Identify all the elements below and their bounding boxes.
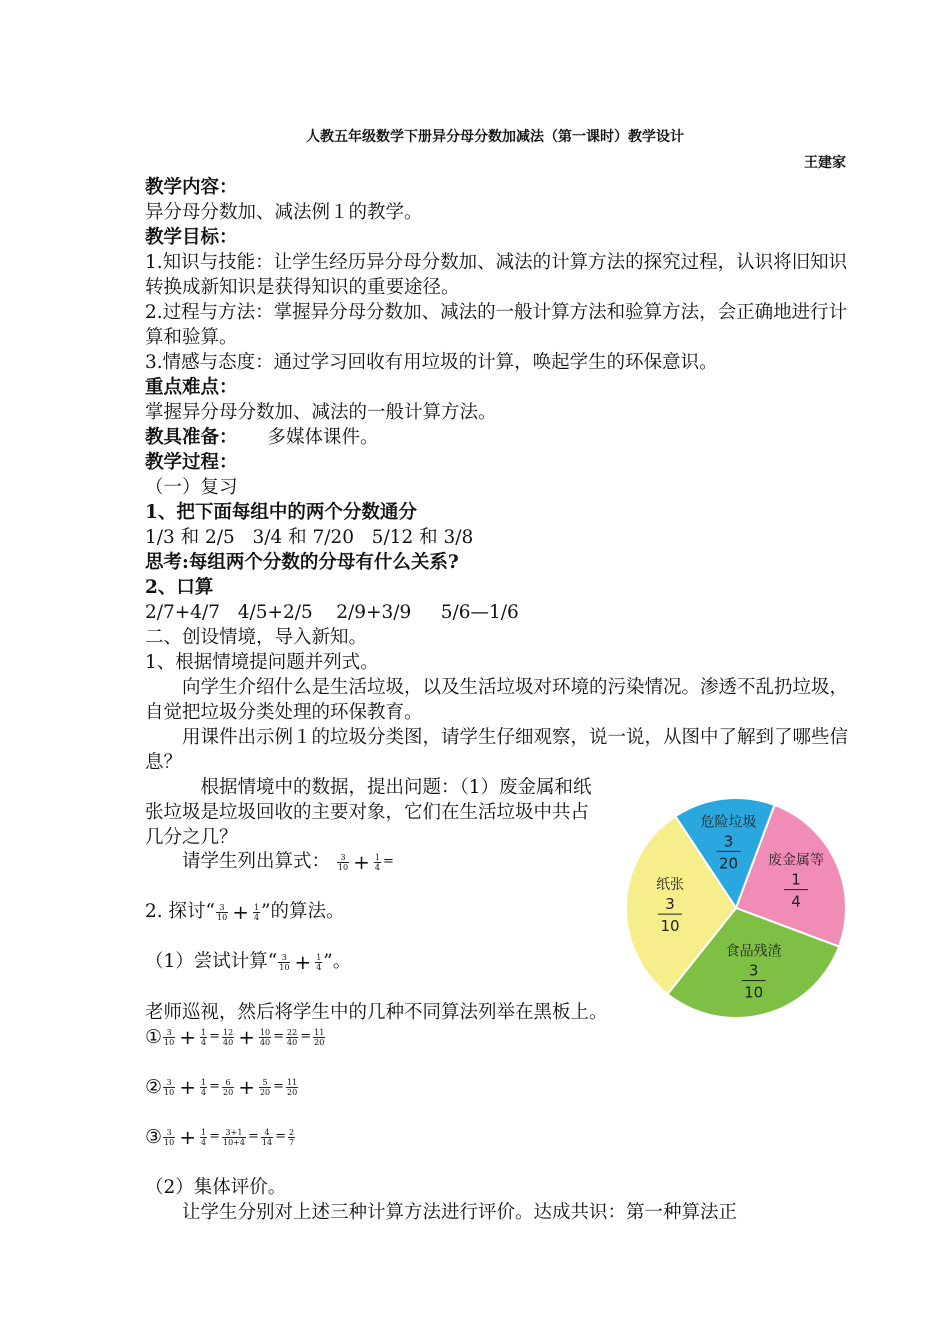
fraction-3-10: $\frac{3}{10}$ <box>337 852 349 872</box>
svg-text:废金属等: 废金属等 <box>768 852 825 869</box>
svg-text:食品残渣: 食品残渣 <box>725 943 782 960</box>
fraction-5-20: $\frac{5}{20}$ <box>259 1077 271 1097</box>
fraction-1-4: $\frac{1}{4}$ <box>374 852 380 872</box>
try-prefix: （1）尝试计算“ <box>145 951 278 972</box>
fraction-1-4: $\frac{1}{4}$ <box>201 1027 207 1047</box>
heading-tools: 教具准备： <box>145 427 238 448</box>
fraction-1-4: $\frac{1}{4}$ <box>253 902 260 922</box>
method-1 <box>145 1025 850 1075</box>
method-1-marker: ① <box>145 1026 163 1048</box>
tools-line <box>145 425 850 450</box>
question-2: 2、口算 <box>145 577 214 598</box>
plus-sign: + <box>353 850 370 874</box>
fraction-11-20: $\frac{11}{20}$ <box>287 1077 298 1097</box>
content-text: 异分母分数加、减法例１的教学。 <box>145 202 423 223</box>
fraction-12-40: $\frac{12}{40}$ <box>223 1027 234 1047</box>
svg-text:危险垃圾: 危险垃圾 <box>700 814 757 831</box>
heading-process: 教学过程： <box>145 452 238 473</box>
fraction-3-10: $\frac{3}{10}$ <box>279 952 290 972</box>
think-question: 思考:每组两个分数的分母有什么关系? <box>145 552 459 573</box>
equals-sign: = <box>275 1129 286 1144</box>
plus-sign: + <box>179 1025 196 1049</box>
step-2-suffix: ”的算法。 <box>261 901 345 922</box>
fraction-1-4: $\frac{1}{4}$ <box>316 952 322 972</box>
fraction-sum: $\frac{3+1}{10+4}$ <box>223 1127 245 1147</box>
fraction-1-4: $\frac{1}{4}$ <box>201 1127 207 1147</box>
plus-sign: + <box>179 1125 196 1149</box>
equals-sign: = <box>300 1029 312 1044</box>
formula-prompt: 请学生列出算式： <box>182 851 331 872</box>
paragraph-1: 向学生介绍什么是生活垃圾，以及生活垃圾对环境的污染情况。渗透不乱扔垃圾，自觉把垃圾分类处理的环保教育。 <box>145 677 849 723</box>
step-2-prefix: 2. 探讨“ <box>145 901 215 922</box>
paragraph-2: 用课件出示例１的垃圾分类图，请学生仔细观察，说一说，从图中了解到了哪些信息？ <box>145 727 849 773</box>
svg-text:纸张: 纸张 <box>656 877 685 894</box>
equals-sign: = <box>273 1079 285 1094</box>
svg-text:3: 3 <box>665 895 675 914</box>
equals-sign: = <box>209 1029 220 1044</box>
equals-sign: = <box>209 1129 220 1144</box>
fraction-1-4: $\frac{1}{4}$ <box>201 1077 207 1097</box>
plus-sign: + <box>179 1075 196 1099</box>
plus-sign: + <box>238 1075 255 1099</box>
goal-3: 3.情感与态度：通过学习回收有用垃圾的计算，唤起学生的环保意识。 <box>145 352 718 373</box>
method-3-marker: ③ <box>145 1126 163 1148</box>
svg-text:1: 1 <box>791 870 801 889</box>
method-3 <box>145 1125 850 1175</box>
svg-text:10: 10 <box>660 917 680 936</box>
svg-text:3: 3 <box>723 832 734 851</box>
goal-2: 2.过程与方法：掌握异分母分数加、减法的一般计算方法和验算方法，会正确地进行计算和验算。 <box>145 302 848 348</box>
evaluation-text: 让学生分别对上述三种计算方法进行评价。达成共识：第一种算法正 <box>182 1202 738 1223</box>
tools-text: 多媒体课件。 <box>267 427 379 448</box>
plus-sign: + <box>294 950 312 974</box>
try-suffix: ”。 <box>323 951 352 972</box>
plus-sign: + <box>238 1025 255 1049</box>
fraction-22-40: $\frac{22}{40}$ <box>287 1027 298 1047</box>
heading-key: 重点难点： <box>145 377 238 398</box>
svg-text:4: 4 <box>791 892 801 911</box>
review-heading: （一）复习 <box>145 477 238 498</box>
fraction-6-20: $\frac{6}{20}$ <box>223 1077 234 1097</box>
equals-sign: = <box>382 854 394 869</box>
author-name: 王建家 <box>804 155 846 171</box>
fraction-11-20: $\frac{11}{20}$ <box>314 1027 325 1047</box>
svg-text:20: 20 <box>719 854 739 873</box>
goal-1: 1.知识与技能：让学生经历异分母分数加、减法的计算方法的探究过程，认识将旧知识转换成新知识是获得知识的重要途径。 <box>145 252 848 298</box>
equals-sign: = <box>247 1129 259 1144</box>
heading-goals: 教学目标： <box>145 227 238 248</box>
evaluation-heading: （2）集体评价。 <box>145 1177 287 1198</box>
svg-text:10: 10 <box>744 983 764 1002</box>
fraction-4-14: $\frac{4}{14}$ <box>261 1127 273 1147</box>
fraction-3-10: $\frac{3}{10}$ <box>217 902 228 922</box>
method-2-marker: ② <box>145 1076 163 1098</box>
key-text: 掌握异分母分数加、减法的一般计算方法。 <box>145 402 497 423</box>
paragraph-3: 根据情境中的数据，提出问题：（1）废金属和纸张垃圾是垃圾回收的主要对象，它们在生活垃圾中共占几分之几？ <box>145 777 592 848</box>
question-1-items: 1/3 和 2/5 3/4 和 7/20 5/12 和 3/8 <box>145 527 474 548</box>
fraction-2-7: $\frac{2}{7}$ <box>288 1127 295 1147</box>
fraction-10-40: $\frac{10}{40}$ <box>259 1027 271 1047</box>
fraction-3-10: $\frac{3}{10}$ <box>164 1027 175 1047</box>
equals-sign: = <box>273 1029 285 1044</box>
method-2 <box>145 1075 850 1125</box>
fraction-3-10: $\frac{3}{10}$ <box>164 1077 175 1097</box>
plus-sign: + <box>232 900 249 924</box>
section-2-heading: 二、创设情境，导入新知。 <box>145 627 368 648</box>
question-1: 1、把下面每组中的两个分数通分 <box>145 502 417 523</box>
question-2-items: 2/7+4/7 4/5+2/5 2/9+3/9 5/6—1/6 <box>145 602 519 623</box>
document-body <box>145 175 850 1225</box>
garbage-pie-figure <box>620 795 852 1021</box>
heading-content: 教学内容： <box>145 177 238 198</box>
document-title: 人教五年级数学下册异分母分数加减法（第一课时）教学设计 <box>306 129 684 145</box>
fraction-3-10: $\frac{3}{10}$ <box>164 1127 175 1147</box>
svg-text:3: 3 <box>748 961 759 980</box>
step-1: 1、根据情境提问题并列式。 <box>145 652 379 673</box>
teacher-note: 老师巡视，然后将学生中的几种不同算法列举在黑板上。 <box>145 1002 608 1023</box>
equals-sign: = <box>209 1079 220 1094</box>
